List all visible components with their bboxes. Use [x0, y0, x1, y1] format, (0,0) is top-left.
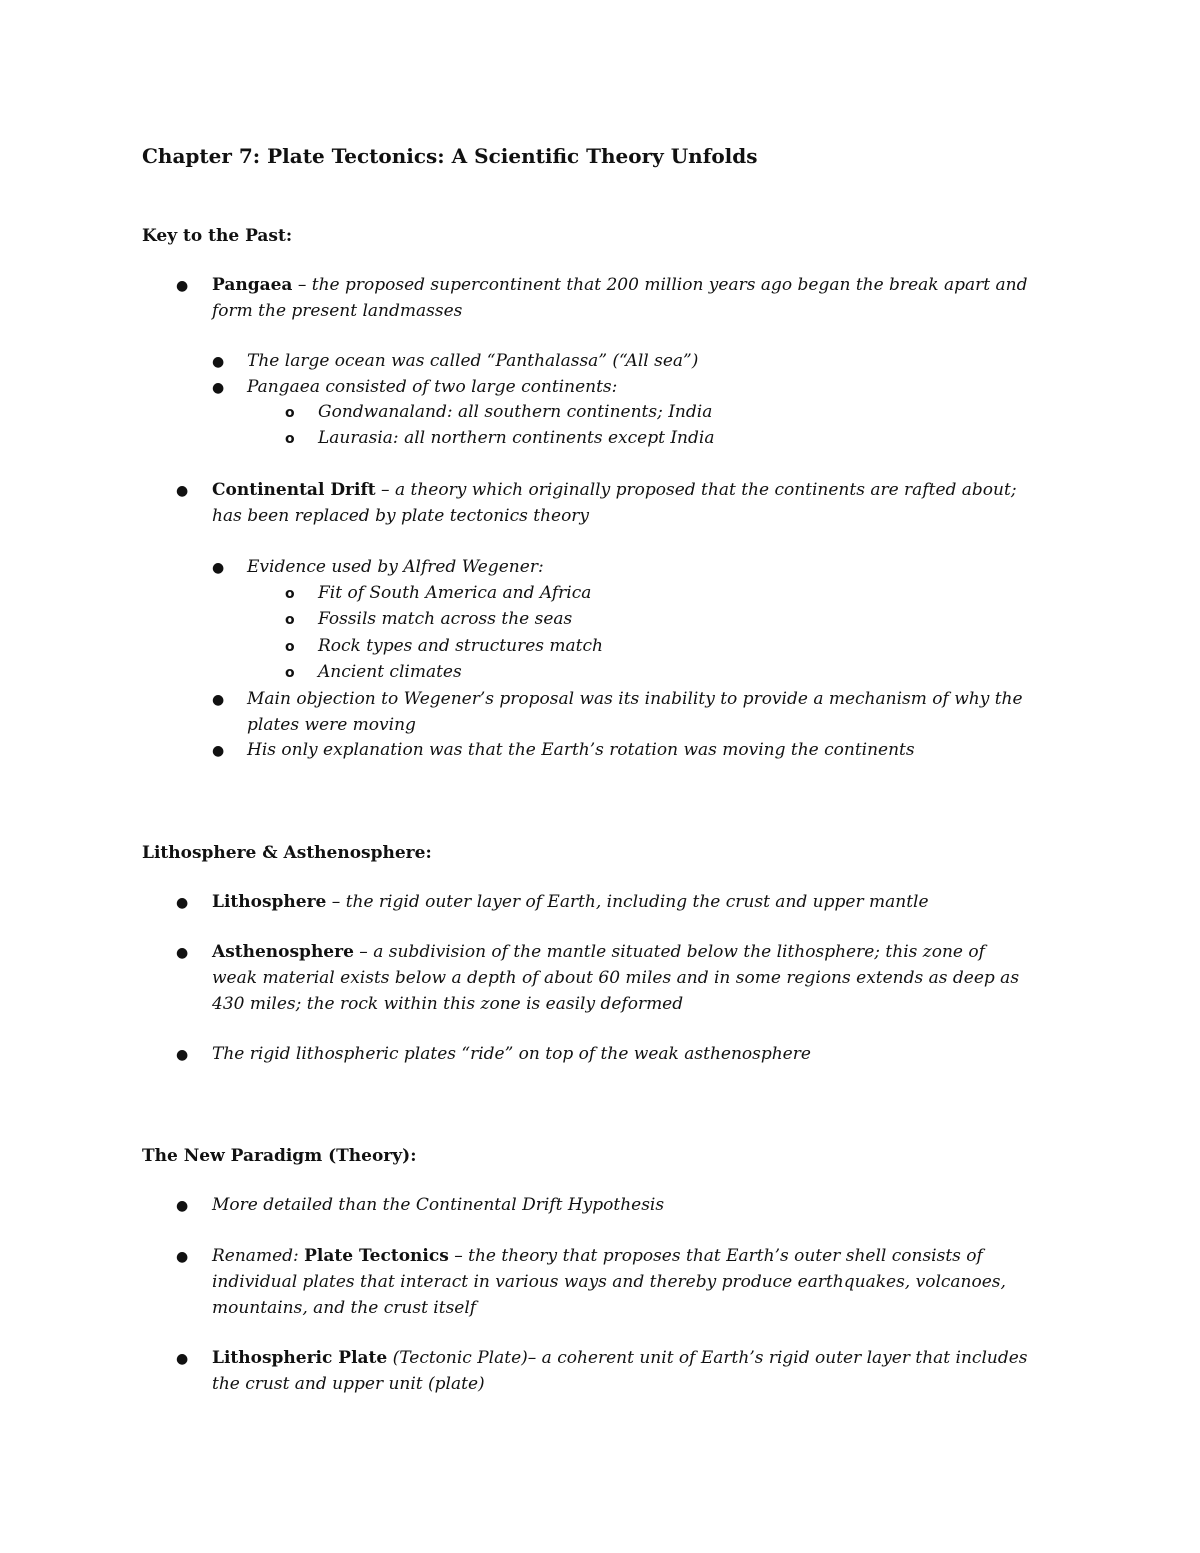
renamed-label: Renamed: [212, 1246, 305, 1266]
lithospheric-plate-definition-line-1 [212, 1350, 1028, 1367]
pangaea-definition-line-1 [212, 277, 1027, 294]
bullet-icon: ● [212, 743, 225, 759]
gondwanaland-item: Gondwanaland: all southern continents; India [318, 402, 713, 422]
evidence-item-rocks: Rock types and structures match [318, 636, 603, 656]
dash: – [292, 275, 312, 295]
bullet-icon: ● [176, 895, 189, 911]
page-title: Chapter 7: Plate Tectonics: A Scientific Theory Unfolds [142, 144, 758, 168]
open-bullet-icon: o [285, 431, 295, 447]
main-objection-line-1: Main objection to Wegener’s proposal was its inability to provide a mechanism of why the [247, 689, 1023, 709]
tectonic-plate-alias: (Tectonic Plate) [387, 1348, 528, 1368]
asthenosphere-definition-text: a subdivision of the mantle situated below the lithosphere; this zone of [373, 942, 985, 962]
lithospheric-plate-definition-line-2: the crust and upper unit (plate) [212, 1374, 485, 1394]
asthenosphere-definition-line-3: 430 miles; the rock within this zone is easily deformed [212, 994, 684, 1014]
open-bullet-icon: o [285, 639, 295, 655]
asthenosphere-definition-line-2: weak material exists below a depth of about 60 miles and in some regions extends as deep as [212, 968, 1020, 988]
open-bullet-icon: o [285, 612, 295, 628]
pangaea-definition-line-2: form the present landmasses [212, 301, 463, 321]
plate-tectonics-definition-line-2: individual plates that interact in various ways and thereby produce earthquakes, volcanoes, [212, 1272, 1006, 1292]
panthalassa-note: The large ocean was called “Panthalassa” (“All sea”) [247, 351, 699, 371]
dash: – [353, 942, 374, 962]
open-bullet-icon: o [285, 405, 295, 421]
open-bullet-icon: o [285, 665, 295, 681]
open-bullet-icon: o [285, 586, 295, 602]
dash: – [448, 1246, 469, 1266]
section-heading-new-paradigm: The New Paradigm (Theory): [142, 1146, 417, 1166]
bullet-icon: ● [176, 945, 189, 961]
bullet-icon: ● [176, 278, 189, 294]
bullet-icon: ● [176, 483, 189, 499]
evidence-item-fit: Fit of South America and Africa [318, 583, 592, 603]
term-asthenosphere: Asthenosphere [212, 942, 354, 962]
dash: – [326, 892, 346, 912]
bullet-icon: ● [212, 380, 225, 396]
plates-ride-note: The rigid lithospheric plates “ride” on top of the weak asthenosphere [212, 1044, 811, 1064]
bullet-icon: ● [176, 1249, 189, 1265]
bullet-icon: ● [176, 1198, 189, 1214]
lithospheric-plate-definition-text: – a coherent unit of Earth’s rigid outer layer that includes [527, 1348, 1028, 1368]
bullet-icon: ● [176, 1047, 189, 1063]
section-heading-lithosphere: Lithosphere & Asthenosphere: [142, 843, 432, 863]
plate-tectonics-definition-line-3: mountains, and the crust itself [212, 1298, 477, 1318]
wegener-explanation: His only explanation was that the Earth’s rotation was moving the continents [247, 740, 915, 760]
evidence-item-fossils: Fossils match across the seas [318, 609, 573, 629]
lithosphere-definition [212, 894, 929, 911]
continental-drift-definition-line-2: has been replaced by plate tectonics theory [212, 506, 590, 526]
term-lithospheric-plate: Lithospheric Plate [212, 1348, 388, 1368]
bullet-icon: ● [212, 692, 225, 708]
term-lithosphere: Lithosphere [212, 892, 327, 912]
wegener-evidence-intro: Evidence used by Alfred Wegener: [247, 557, 544, 577]
dash: – [375, 480, 395, 500]
bullet-icon: ● [176, 1351, 189, 1367]
plate-tectonics-definition-line-1 [212, 1248, 983, 1265]
section-heading-key-to-the-past: Key to the Past: [142, 226, 293, 246]
continental-drift-definition-line-1 [212, 482, 1017, 499]
plate-tectonics-definition-text: the theory that proposes that Earth’s outer shell consists of [468, 1246, 983, 1266]
bullet-icon: ● [212, 354, 225, 370]
bullet-icon: ● [212, 560, 225, 576]
pangaea-definition-text: the proposed supercontinent that 200 million years ago began the break apart and [311, 275, 1028, 295]
term-plate-tectonics: Plate Tectonics [304, 1246, 449, 1266]
continental-drift-definition-text: a theory which originally proposed that the continents are rafted about; [394, 480, 1017, 500]
term-pangaea: Pangaea [212, 275, 293, 295]
laurasia-item: Laurasia: all northern continents except India [318, 428, 715, 448]
lithosphere-definition-text: the rigid outer layer of Earth, including the crust and upper mantle [345, 892, 929, 912]
asthenosphere-definition-line-1 [212, 944, 985, 961]
evidence-item-climates: Ancient climates [318, 662, 462, 682]
term-continental-drift: Continental Drift [212, 480, 376, 500]
more-detailed-note: More detailed than the Continental Drift Hypothesis [212, 1195, 665, 1215]
two-continents-note: Pangaea consisted of two large continents: [247, 377, 618, 397]
main-objection-line-2: plates were moving [247, 715, 416, 735]
